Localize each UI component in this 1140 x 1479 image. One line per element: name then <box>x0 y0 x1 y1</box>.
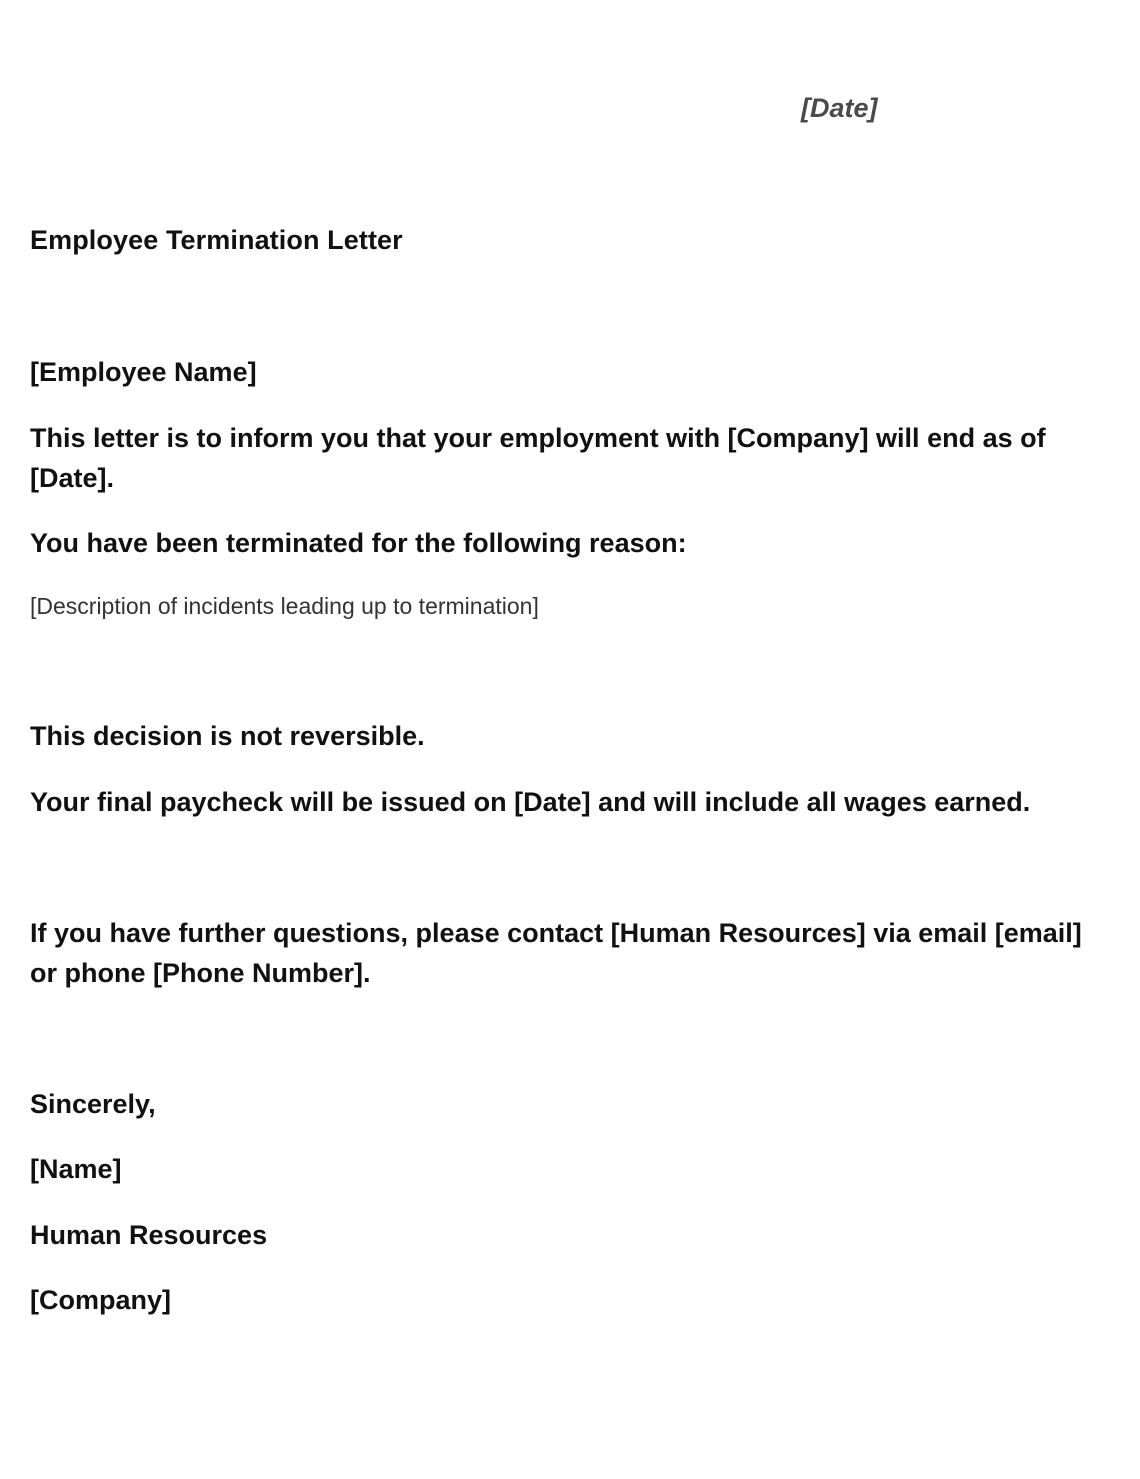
letter-title: Employee Termination Letter <box>30 225 403 255</box>
employee-name: [Employee Name] <box>30 357 257 387</box>
signer-company: [Company] <box>30 1285 171 1315</box>
letter-date: [Date] <box>801 93 878 123</box>
reason-description: [Description of incidents leading up to termination] <box>30 593 539 619</box>
contact-paragraph: If you have further questions, please contact [Human Resources] via email [email] or phone [Phone Number]. <box>30 918 1082 988</box>
decision-statement: This decision is not reversible. <box>30 721 425 751</box>
signer-department: Human Resources <box>30 1220 268 1250</box>
inform-paragraph: This letter is to inform you that your employment with [Company] will end as of [Date]. <box>30 423 1046 493</box>
reason-intro: You have been terminated for the following reason: <box>30 528 687 558</box>
closing: Sincerely, <box>30 1089 156 1119</box>
signer-name: [Name] <box>30 1154 122 1184</box>
paycheck-statement: Your final paycheck will be issued on [Date] and will include all wages earned. <box>30 787 1031 817</box>
